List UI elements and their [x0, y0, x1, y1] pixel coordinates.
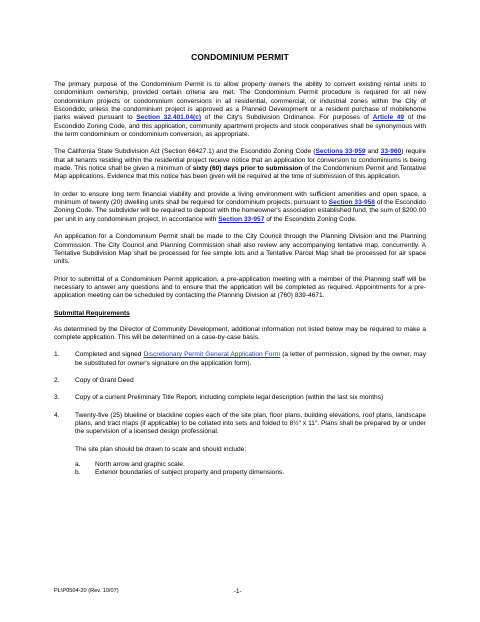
submittal-requirements-heading: Submittal Requirements	[54, 309, 130, 317]
item-letter: a.	[75, 461, 81, 468]
intro-paragraph	[54, 81, 426, 139]
text-run: In order to ensure long term financial viability and provide a living environment with sufficient amenities and open space, a minimum of twenty (20) dwelling units shall be required for condominium projects, pursuant to	[54, 190, 426, 207]
text-run: ) require that all tenants residing within the residential project receive notice that an application for conversion to condominiums is being made. This notice shall be given a minimum of	[54, 148, 426, 173]
section-33-957-link[interactable]: Section 33-957	[218, 215, 265, 223]
item-number: 4.	[54, 411, 60, 419]
site-plan-item-b	[75, 469, 426, 477]
item-text: North arrow and graphic scale.	[95, 461, 185, 468]
text-run: (a letter of permission, signed by the owner, may be substituted for owner's signature on the application form).	[75, 351, 427, 367]
item-text: Copy of Grant Deed	[75, 376, 134, 384]
item-text: Copy of a current Preliminary Title Report, including complete legal description (within the last six months)	[75, 394, 384, 402]
item-text: Exterior boundaries of subject property and property dimensions.	[95, 469, 285, 477]
requirement-item-4	[54, 412, 426, 437]
item-letter: b.	[75, 469, 81, 477]
text-run: Completed and signed	[75, 351, 144, 359]
requirement-item-2	[54, 377, 426, 385]
text-run: of the Condominium Permit and Tentative Map applications. Evidence that this notice has been given will be required at the time of submission of this application.	[54, 165, 426, 181]
item-number: 2.	[54, 376, 60, 384]
requirement-item-3	[54, 394, 426, 402]
requirement-item-1	[54, 351, 426, 368]
text-run: The primary purpose of the Condominium Permit is to allow property owners the ability to convert existing rental units to condominium ownership, provided certain criteria are met. The Condominium Permit procedure is required for all new condominium projects or condominium conversions in all residential, commercial, or industrial zones within the City of Escondido, unless the condominium project is approved as a Planned Development or a resident purchase of mobilehome parks waived pursuant to	[54, 81, 426, 122]
text-run: of the Escondido Zoning Code, and this application, community apartment projects and stock cooperatives shall be synonymous with the term condominium or condominium conversion, as appropriate.	[54, 114, 426, 139]
application-paragraph: An application for a Condominium Permit shall be made to the City Council through the Planning Division and the Planning Commission. The City Council and Planning Commission shall also review any accompanying tentative map, concurrently. A Tentative Subdivision Map shall be processed for fee simple lots and a Tentative Parcel Map shall be processed for air space units.	[54, 233, 426, 266]
pre-application-paragraph: Prior to submittal of a Condominium Permit application, a pre-application meeting with a member of the Planning staff will be necessary to answer any questions and to ensure that the application will be completed as required. Appointments for a pre-application meeting can be scheduled by contacting the Planning Division at (760) 839-4671.	[54, 275, 426, 300]
document-page	[54, 52, 426, 478]
application-form-link[interactable]: Discretionary Permit General Application Form	[143, 351, 281, 359]
site-plan-intro: The site plan should be drawn to scale and should include:	[75, 445, 247, 453]
notice-deadline-bold: sixty (60) days prior to submission	[192, 165, 303, 173]
section-32-401-04c-link[interactable]: Section 32.401.04(c)	[136, 114, 202, 122]
page-number: -1-	[234, 588, 242, 595]
text-run: of the City's Subdivision Ordinance. For purposes of	[201, 114, 373, 122]
form-code: PL\P0504-20 (Rev. 10/07)	[54, 588, 119, 594]
subdivision-act-paragraph	[54, 148, 426, 181]
section-33-960-link[interactable]: 33-960	[380, 148, 402, 156]
text-run: of the Escondido Zoning Code.	[264, 215, 357, 223]
site-plan-list	[75, 461, 426, 478]
text-run: and	[365, 148, 381, 156]
item-number: 1.	[54, 351, 60, 359]
text-run: of the Escondido Zoning Code. The subdivider will be required to deposit with the homeowner's association established fund, the sum of $200.00 per unit in any condominium project, in accordance with	[54, 199, 426, 223]
viability-paragraph	[54, 191, 426, 224]
text-run: The California State Subdivision Act (Section 66427.1) and the Escondido Zoning Code (	[54, 148, 316, 156]
item-text	[75, 351, 426, 368]
item-text: Twenty-five (25) blueline or blackline copies each of the site plan, floor plans, building elevations, roof plans, landscape plans, and tract maps (if applicable) to be collated into sets and folded to 8½" x 11". Plans shall be prepared by or under the supervision of a licensed design professional.	[75, 411, 426, 436]
item-number: 3.	[54, 394, 60, 402]
section-33-958-link[interactable]: Section 33-958	[328, 199, 375, 207]
director-paragraph: As determined by the Director of Community Development, additional information not listed below may be required to make a complete application. This will be determined on a case-by-case basis.	[54, 325, 426, 341]
sections-33-959-link[interactable]: Sections 33-959	[315, 148, 366, 156]
site-plan-item-a	[75, 461, 426, 469]
article-49-link[interactable]: Article 49	[372, 114, 405, 122]
page-title: CONDOMINIUM PERMIT	[191, 52, 289, 62]
